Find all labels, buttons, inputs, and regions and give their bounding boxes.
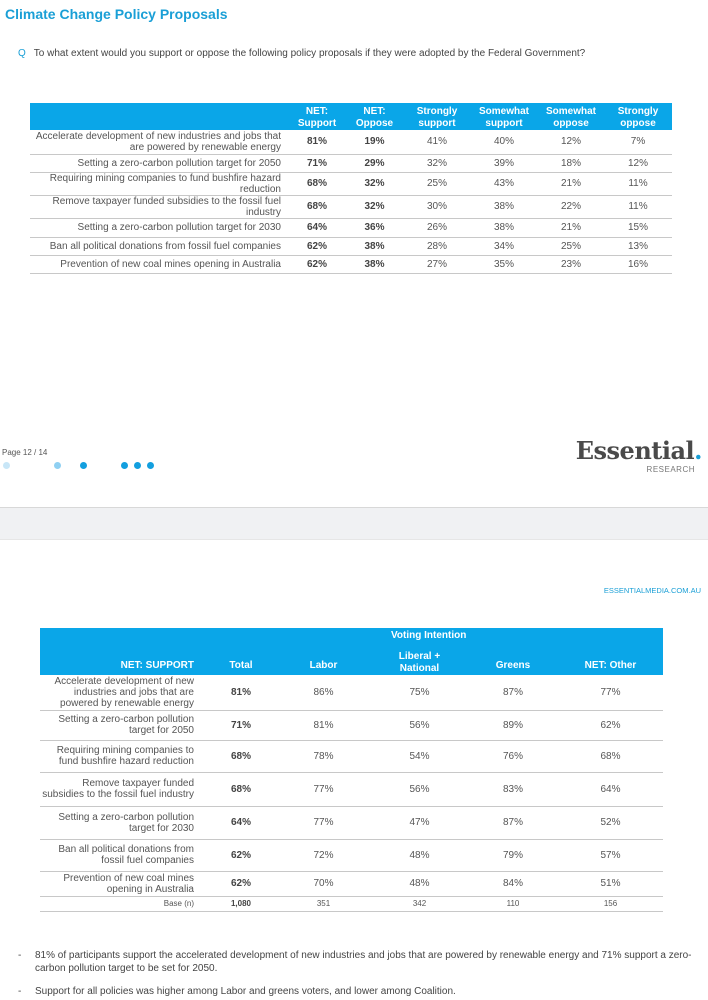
header-total: Total xyxy=(206,644,276,675)
table-row xyxy=(40,675,663,710)
progress-dot-2 xyxy=(54,462,61,469)
header-somewhat-oppose: Somewhat oppose xyxy=(538,103,604,130)
cell-value: 16% xyxy=(604,255,672,273)
header-somewhat-support: Somewhat support xyxy=(470,103,538,130)
cell-value: 11% xyxy=(604,172,672,195)
cell-value: 39% xyxy=(470,154,538,172)
cell-value: 68% xyxy=(289,172,345,195)
table-row xyxy=(30,218,672,237)
question-marker: Q xyxy=(18,48,26,59)
page-number: Page 12 / 14 xyxy=(2,448,48,457)
row-label: Requiring mining companies to fund bushfire hazard reduction xyxy=(30,172,289,195)
cell-value: 72% xyxy=(276,839,371,871)
cell-value: 77% xyxy=(276,806,371,839)
table-row xyxy=(40,839,663,871)
cell-value: 40% xyxy=(470,130,538,154)
row-label: Requiring mining companies to fund bushfire hazard reduction xyxy=(40,740,206,772)
cell-value: 68% xyxy=(206,772,276,806)
cell-value: 23% xyxy=(538,255,604,273)
row-label: Prevention of new coal mines opening in Australia xyxy=(40,871,206,896)
row-label: Remove taxpayer funded subsidies to the fossil fuel industry xyxy=(30,195,289,218)
cell-value: 68% xyxy=(289,195,345,218)
table-row xyxy=(40,772,663,806)
header-liberal-national: Liberal + National xyxy=(371,644,468,675)
cell-value: 38% xyxy=(345,237,404,255)
question-text: To what extent would you support or oppose the following policy proposals if they were adopted by the Federal Government? xyxy=(33,48,586,59)
cell-value: 7% xyxy=(604,130,672,154)
cell-value: 75% xyxy=(371,675,468,710)
table-row xyxy=(30,237,672,255)
table-header-row xyxy=(30,103,672,130)
cell-value: 62% xyxy=(206,871,276,896)
table-row xyxy=(40,710,663,740)
cell-value: 48% xyxy=(371,839,468,871)
cell-value: 25% xyxy=(404,172,470,195)
cell-value: 32% xyxy=(345,195,404,218)
cell-value: 29% xyxy=(345,154,404,172)
bullet-dash: - xyxy=(18,950,22,961)
row-label: Setting a zero-carbon pollution target for 2030 xyxy=(30,218,289,237)
policy-support-table xyxy=(30,103,672,274)
cell-value: 68% xyxy=(206,740,276,772)
cell-value: 87% xyxy=(468,675,558,710)
cell-value: 38% xyxy=(470,218,538,237)
table-row xyxy=(30,154,672,172)
cell-value: 35% xyxy=(470,255,538,273)
header-net-oppose: NET: Oppose xyxy=(345,103,404,130)
row-label: Ban all political donations from fossil fuel companies xyxy=(30,237,289,255)
header-blank xyxy=(30,103,289,130)
base-value: 156 xyxy=(558,896,663,911)
cell-value: 68% xyxy=(558,740,663,772)
table-row xyxy=(30,255,672,273)
header-strongly-oppose: Strongly oppose xyxy=(604,103,672,130)
website-link[interactable]: ESSENTIALMEDIA.COM.AU xyxy=(603,586,701,595)
table-row xyxy=(30,195,672,218)
row-label: Accelerate development of new industries and jobs that are powered by renewable energy xyxy=(40,675,206,710)
cell-value: 21% xyxy=(538,172,604,195)
cell-value: 38% xyxy=(470,195,538,218)
cell-value: 57% xyxy=(558,839,663,871)
base-value: 1,080 xyxy=(206,896,276,911)
cell-value: 87% xyxy=(468,806,558,839)
cell-value: 89% xyxy=(468,710,558,740)
cell-value: 77% xyxy=(276,772,371,806)
cell-value: 28% xyxy=(404,237,470,255)
cell-value: 70% xyxy=(276,871,371,896)
cell-value: 19% xyxy=(345,130,404,154)
cell-value: 38% xyxy=(345,255,404,273)
table-row xyxy=(40,871,663,896)
progress-dot-6 xyxy=(147,462,154,469)
cell-value: 26% xyxy=(404,218,470,237)
header-strongly-support: Strongly support xyxy=(404,103,470,130)
cell-value: 21% xyxy=(538,218,604,237)
cell-value: 81% xyxy=(289,130,345,154)
cell-value: 18% xyxy=(538,154,604,172)
cell-value: 32% xyxy=(345,172,404,195)
cell-value: 56% xyxy=(371,710,468,740)
header-voting-intention: Voting Intention xyxy=(371,628,558,644)
header-net-support: NET: Support xyxy=(289,103,345,130)
cell-value: 27% xyxy=(404,255,470,273)
cell-value: 77% xyxy=(558,675,663,710)
cell-value: 86% xyxy=(276,675,371,710)
cell-value: 81% xyxy=(276,710,371,740)
progress-dot-1 xyxy=(3,462,10,469)
essential-logo: Essential. xyxy=(575,436,702,465)
cell-value: 62% xyxy=(558,710,663,740)
table-row xyxy=(40,740,663,772)
survey-question xyxy=(18,48,585,59)
base-value: 351 xyxy=(276,896,371,911)
cell-value: 62% xyxy=(289,237,345,255)
cell-value: 71% xyxy=(289,154,345,172)
cell-value: 41% xyxy=(404,130,470,154)
page-separator xyxy=(0,507,708,540)
cell-value: 47% xyxy=(371,806,468,839)
cell-value: 48% xyxy=(371,871,468,896)
table-row xyxy=(40,806,663,839)
table-row xyxy=(30,172,672,195)
table-header-row xyxy=(40,644,663,675)
cell-value: 15% xyxy=(604,218,672,237)
row-label: Setting a zero-carbon pollution target for 2050 xyxy=(30,154,289,172)
cell-value: 51% xyxy=(558,871,663,896)
cell-value: 62% xyxy=(206,839,276,871)
table-group-header-row xyxy=(40,628,663,644)
cell-value: 52% xyxy=(558,806,663,839)
progress-dot-5 xyxy=(134,462,141,469)
cell-value: 13% xyxy=(604,237,672,255)
base-row xyxy=(40,896,663,911)
logo-subtitle: RESEARCH xyxy=(646,465,695,474)
cell-value: 22% xyxy=(538,195,604,218)
cell-value: 64% xyxy=(206,806,276,839)
cell-value: 62% xyxy=(289,255,345,273)
header-net-other: NET: Other xyxy=(558,644,663,675)
header-labor: Labor xyxy=(276,644,371,675)
progress-dot-4 xyxy=(121,462,128,469)
row-label: Ban all political donations from fossil fuel companies xyxy=(40,839,206,871)
row-label: Setting a zero-carbon pollution target for 2030 xyxy=(40,806,206,839)
bullet-text: 81% of participants support the accelerated development of new industries and jobs that are powered by renewable energy and 71% support a zero-carbon pollution target to be set for 2050. xyxy=(35,950,692,974)
row-label: Remove taxpayer funded subsidies to the fossil fuel industry xyxy=(40,772,206,806)
cell-value: 43% xyxy=(470,172,538,195)
cell-value: 78% xyxy=(276,740,371,772)
cell-value: 83% xyxy=(468,772,558,806)
bullet-dash: - xyxy=(18,986,22,997)
cell-value: 84% xyxy=(468,871,558,896)
base-value: 342 xyxy=(371,896,468,911)
row-label: Prevention of new coal mines opening in Australia xyxy=(30,255,289,273)
cell-value: 11% xyxy=(604,195,672,218)
cell-value: 30% xyxy=(404,195,470,218)
cell-value: 34% xyxy=(470,237,538,255)
base-label: Base (n) xyxy=(40,896,206,911)
cell-value: 64% xyxy=(289,218,345,237)
table-row xyxy=(30,130,672,154)
base-value: 110 xyxy=(468,896,558,911)
cell-value: 32% xyxy=(404,154,470,172)
cell-value: 12% xyxy=(538,130,604,154)
cell-value: 56% xyxy=(371,772,468,806)
cell-value: 12% xyxy=(604,154,672,172)
header-net-support: NET: SUPPORT xyxy=(40,644,206,675)
cell-value: 25% xyxy=(538,237,604,255)
row-label: Accelerate development of new industries and jobs that are powered by renewable energy xyxy=(30,130,289,154)
bullet-text: Support for all policies was higher among Labor and greens voters, and lower among Coalition. xyxy=(35,986,456,997)
cell-value: 81% xyxy=(206,675,276,710)
page-title: Climate Change Policy Proposals xyxy=(5,6,228,22)
row-label: Setting a zero-carbon pollution target for 2050 xyxy=(40,710,206,740)
cell-value: 64% xyxy=(558,772,663,806)
cell-value: 79% xyxy=(468,839,558,871)
header-greens: Greens xyxy=(468,644,558,675)
cell-value: 36% xyxy=(345,218,404,237)
progress-dot-3 xyxy=(80,462,87,469)
cell-value: 76% xyxy=(468,740,558,772)
voting-intention-table xyxy=(40,628,663,912)
cell-value: 71% xyxy=(206,710,276,740)
cell-value: 54% xyxy=(371,740,468,772)
